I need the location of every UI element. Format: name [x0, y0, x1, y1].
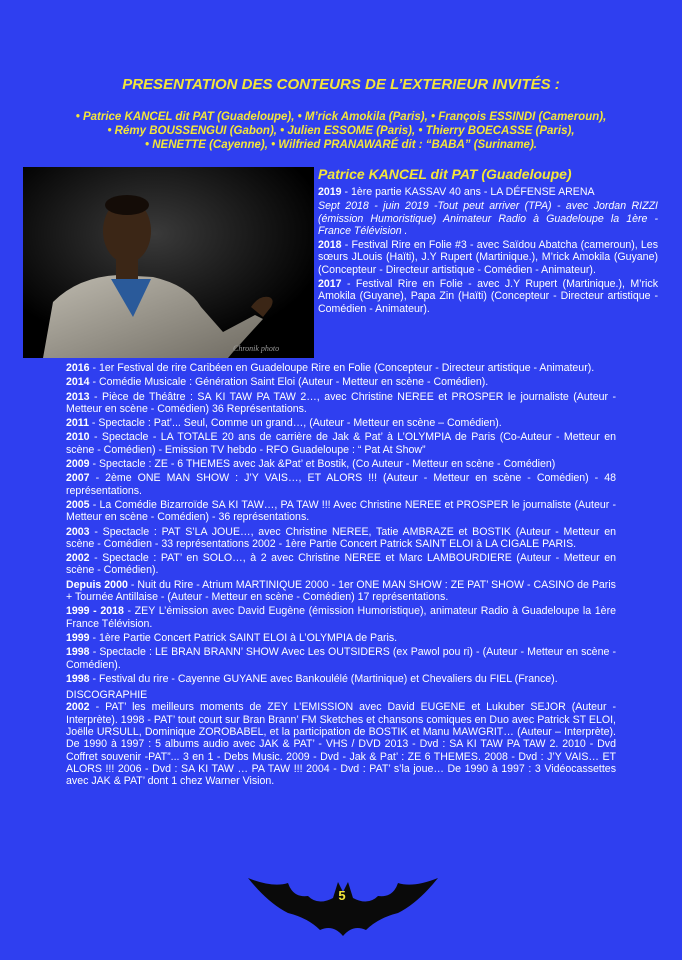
entry-year: 2019 [318, 186, 342, 198]
entry-year: 2014 [66, 376, 90, 389]
entry-year: 2005 [66, 498, 90, 511]
entry-text: - Comédie Musicale : Génération Saint Eloi (Auteur - Metteur en scène - Comédien). [89, 376, 489, 389]
entry-year: 2016 [66, 362, 90, 374]
discography-text [66, 701, 616, 787]
photo-credit: Chronik photo [233, 344, 280, 353]
career-list [66, 362, 616, 790]
entry-text: - Spectacle : ZE - 6 THEMES avec Jak &Pat’ et Bostik, (Co Auteur - Metteur en scène - Comédien) [89, 458, 556, 471]
entry-year: 1999 - 2018 [66, 605, 124, 618]
entry-text: - 1ère Partie Concert Patrick SAINT ELOI à L’OLYMPIA de Paris. [89, 631, 398, 644]
artist-photo [23, 167, 314, 358]
entry-text: - La Comédie Bizarroïde SA KI TAW…, PA TAW !!! Avec Christine NEREE et PROSPER le journaliste (Auteur - Metteur en scène - Comédien) - 36 représentations. [66, 498, 616, 524]
entry-year: 1998 [66, 646, 90, 659]
career-entry [66, 472, 616, 497]
career-entry [66, 391, 616, 416]
career-entry [66, 362, 616, 374]
entry-text: - Spectacle : PAT’ en SOLO…, à 2 avec Christine NEREE et Marc LAMBOURDIERE (Auteur - Metteur en scène - Comédien). [66, 552, 616, 577]
career-entry [66, 552, 616, 577]
entry-year: 2003 [66, 525, 90, 538]
bat-icon [248, 868, 438, 938]
entry-year: 1998 [66, 672, 90, 685]
career-entry [66, 673, 616, 685]
career-entry [66, 417, 616, 429]
entry-text: - Spectacle : PAT S’LA JOUE…, avec Christine NEREE, Tatie AMBRAZE et BOSTIK (Auteur - Metteur en scène - Comédien - 33 représentations 2002 - 1ère Partie Concert Patrick SAINT ELOI à LA CIGALE PARIS. [66, 525, 616, 550]
page-number: 5 [338, 888, 346, 903]
discography-heading: DISCOGRAPHIE [66, 689, 148, 702]
career-entry [66, 376, 616, 388]
entry-text: - Spectacle : Pat’... Seul, Comme un grand…, (Auteur - Metteur en scène – Comédien). [88, 417, 502, 430]
entry-year: 2002 [66, 701, 90, 714]
entry-year: Depuis 2000 [66, 578, 128, 591]
guest-list [60, 110, 622, 152]
entry-text: - 1er Festival de rire Caribéen en Guadeloupe Rire en Folie (Concepteur - Directeur artistique - Animateur). [89, 362, 595, 374]
entry-text: - Pièce de Théâtre : SA KI TAW PA TAW 2…, avec Christine NEREE et PROSPER le journaliste (Auteur - Metteur en scène - Comédien) 36 Représentations. [66, 390, 616, 415]
entry-text: - ZEY L’émission avec David Eugène (émission Humoristique), animateur Radio à Guadeloupe la 1ère France Télévision. [66, 605, 616, 630]
entry-year: 2009 [66, 458, 90, 471]
career-entry [318, 200, 658, 237]
entry-text: - Festival Rire en Folie #3 - avec Saïdou Abatcha (cameroun), Les sœurs JLouis (Haïti), J.Y Rupert (Martinique.), M’rick Amokila (Guyane) (Concepteur - Directeur artistique - Comédien - Animateur). [318, 239, 658, 276]
page-title: PRESENTATION DES CONTEURS DE L’EXTERIEUR INVITÉS : [122, 76, 560, 93]
entry-text: - Spectacle - LA TOTALE 20 ans de carrière de Jak & Pat’ à L’OLYMPIA de Paris (Co-Auteur - Metteur en scène - Comédien) - Emission TV hebdo - RFO Guadeloupe : “ Pat At Show” [66, 431, 616, 456]
career-entry [66, 526, 616, 551]
entry-year: 2011 [66, 417, 89, 430]
entry-text: - Spectacle : LE BRAN BRANN’ SHOW Avec Les OUTSIDERS (ex Pawol pou ri) - (Auteur - Metteur en scène - Comédien). [66, 646, 616, 671]
career-entry [318, 278, 658, 315]
entry-text: - Festival Rire en Folie - avec J.Y Rupert (Martinique.), M’rick Amokila (Guyane), Papa Zin (Haïti) (Concepteur - Directeur artistique - Comédien - Animateur). [318, 278, 658, 315]
career-entry [66, 499, 616, 524]
guest-list-line: • NENETTE (Cayenne), • Wilfried PRANAWARÉ dit : “BABA” (Suriname). [145, 139, 537, 151]
entry-year: 2017 [318, 278, 342, 291]
entry-year: 2007 [66, 472, 90, 485]
career-entry [66, 646, 616, 671]
entry-year: 2010 [66, 431, 90, 444]
career-entry [66, 579, 616, 604]
artist-heading: Patrice KANCEL dit PAT (Guadeloupe) [318, 166, 572, 182]
entry-year: 2002 [66, 552, 90, 565]
career-entry [318, 186, 658, 198]
entry-text: - PAT’ les meilleurs moments de ZEY L’EMISSION avec David EUGENE et Lukuber SEJOR (Auteur - Interprète). 1998 - PAT’ tout court sur Bran Brann’ FM Sketches et chansons comiques en Duo avec Patrick ST ELOI, Joëlle URSULL, Dominique ZOROBABEL, et la participation de BOSTIK et Manu MAWGRIT… (Auteur – Interprète). De 1990 à 1997 : 5 albums audio avec JAK & PAT’ - VHS / DVD 2013 - Dvd : SA KI TAW PA TAW 2. 2010 - Dvd Coffret souvenir -PAT”... 3 en 1 - Debs Music. 2009 - Dvd - Jak & Pat’ : ZE 6 THEMES. 2008 - Dvd : J’Y VAIS… ET ALORS !!! 2006 - Dvd : SA KI TAW … PA TAW !!! 2004 - Dvd : PAT’ s’la joue… De 1990 à 1997 : 3 Vidéocassettes avec JAK & PAT’ dont 1 chez Warner Vision. [66, 701, 616, 788]
entry-year: 2013 [66, 390, 90, 403]
career-column-right [318, 186, 658, 317]
career-entry [66, 458, 616, 470]
entry-text: - Festival du rire - Cayenne GUYANE avec Bankoulélé (Martinique) et Chevaliers du FIEL (France). [89, 672, 558, 685]
guest-list-line: • Rémy BOUSSENGUI (Gabon), • Julien ESSOME (Paris), • Thierry BOECASSE (Paris), [107, 125, 575, 137]
career-entry [318, 239, 658, 276]
guest-list-line: • Patrice KANCEL dit PAT (Guadeloupe), • M’rick Amokila (Paris), • François ESSINDI (Cameroun), [75, 111, 607, 123]
entry-year: 2018 [318, 239, 342, 252]
entry-year: 1999 [66, 631, 90, 644]
entry-text: - 1ère partie KASSAV 40 ans - LA DÉFENSE ARENA [341, 186, 595, 198]
entry-text: - 2ème ONE MAN SHOW : J’Y VAIS…, ET ALORS !!! (Auteur - Metteur en scène - Comédien) - 48 représentations. [66, 472, 616, 497]
career-entry [66, 605, 616, 630]
career-entry [66, 431, 616, 456]
entry-text: Sept 2018 - juin 2019 -Tout peut arriver (TPA) - avec Jordan RIZZI (émission Humoristique) Animateur Radio à Guadeloupe la 1ère - France Télévision . [318, 200, 658, 237]
career-entry [66, 632, 616, 644]
entry-text: - Nuit du Rire - Atrium MARTINIQUE 2000 - 1er ONE MAN SHOW : ZE PAT’ SHOW - CASINO de Paris + Tournée Antillaise - (Auteur - Metteur en scène - Comédien) 17 représentations. [66, 578, 616, 604]
